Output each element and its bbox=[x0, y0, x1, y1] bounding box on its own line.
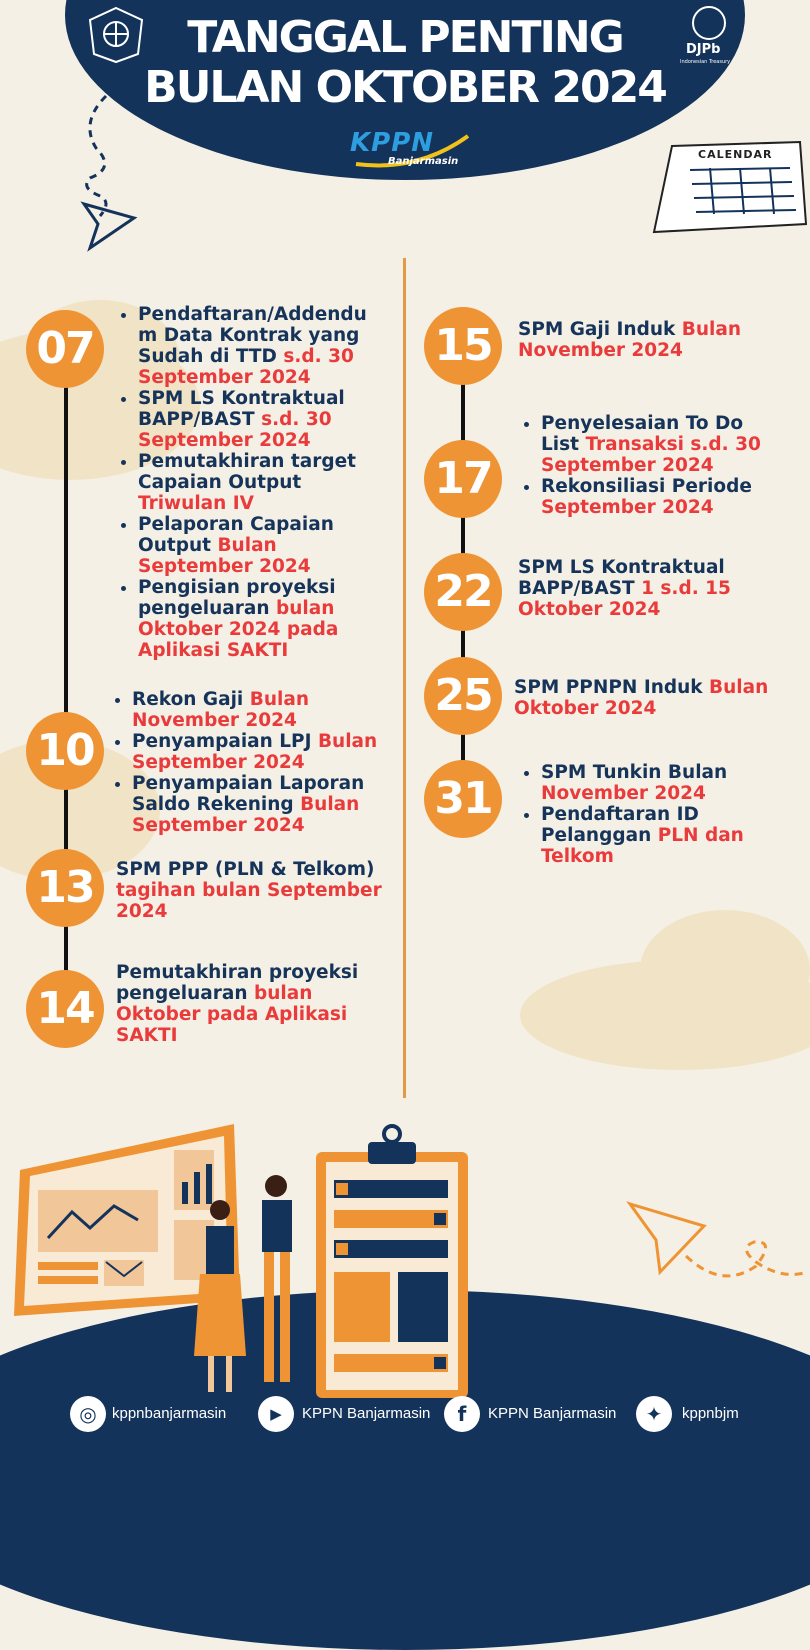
list-item: • Pendaftaran ID Pelanggan PLN dan Telkom bbox=[541, 804, 779, 867]
djpb-logo-text: DJPb bbox=[686, 42, 721, 57]
list-item: • Penyampaian Laporan Saldo Rekening Bulan September 2024 bbox=[132, 773, 394, 836]
date-circle-07: 07 bbox=[26, 310, 104, 388]
list-item: • Rekonsiliasi Periode September 2024 bbox=[541, 476, 779, 518]
page-title-line2: BULAN OKTOBER 2024 bbox=[144, 62, 666, 113]
calendar-icon bbox=[650, 128, 810, 244]
list-item: • SPM Tunkin Bulan November 2024 bbox=[541, 762, 779, 804]
date-10-items bbox=[110, 689, 394, 836]
date-31-items bbox=[519, 762, 779, 867]
youtube-link[interactable]: KPPN Banjarmasin bbox=[302, 1405, 431, 1422]
date-circle-10: 10 bbox=[26, 712, 104, 790]
list-item: • Rekon Gaji Bulan November 2024 bbox=[132, 689, 394, 731]
cloud-right-2 bbox=[640, 910, 810, 1030]
list-item: • Pengisian proyeksi pengeluaran bulan Oktober 2024 pada Aplikasi SAKTI bbox=[138, 577, 386, 661]
kppn-logo bbox=[348, 128, 478, 172]
date-15-text: SPM Gaji Induk Bulan November 2024 bbox=[518, 319, 742, 361]
twitter-link[interactable]: kppnbjm bbox=[682, 1405, 739, 1422]
list-item: • Pemutakhiran target Capaian Output Triwulan IV bbox=[138, 451, 386, 514]
date-25-text: SPM PPNPN Induk Bulan Oktober 2024 bbox=[514, 677, 769, 719]
paper-plane-icon bbox=[76, 92, 146, 252]
date-13-text: SPM PPP (PLN & Telkom) tagihan bulan September 2024 bbox=[116, 859, 382, 922]
instagram-link[interactable]: kppnbanjarmasin bbox=[112, 1405, 227, 1422]
youtube-icon[interactable]: ▶ bbox=[258, 1396, 294, 1432]
center-divider bbox=[403, 258, 406, 1098]
kppn-logo-sub: Banjarmasin bbox=[388, 156, 459, 167]
people-illustration bbox=[190, 1170, 320, 1400]
instagram-icon[interactable]: ◎ bbox=[70, 1396, 106, 1432]
clipboard-illustration bbox=[312, 1122, 472, 1400]
paper-plane-right-icon bbox=[626, 1200, 810, 1290]
twitter-icon[interactable]: ✦ bbox=[636, 1396, 672, 1432]
djpb-logo-icon bbox=[692, 6, 726, 40]
date-circle-14: 14 bbox=[26, 970, 104, 1048]
date-17-items bbox=[519, 413, 779, 518]
date-circle-22: 22 bbox=[424, 553, 502, 631]
list-item: • Pelaporan Capaian Output Bulan September 2024 bbox=[138, 514, 386, 577]
list-item: • Pendaftaran/Addendu m Data Kontrak yang Sudah di TTD s.d. 30 September 2024 bbox=[138, 304, 386, 388]
date-07-items bbox=[116, 304, 386, 661]
facebook-icon[interactable]: f bbox=[444, 1396, 480, 1432]
djpb-logo bbox=[676, 6, 740, 68]
kppn-logo-text: KPPN bbox=[350, 128, 435, 158]
date-22-text: SPM LS Kontraktual BAPP/BAST 1 s.d. 15 Oktober 2024 bbox=[518, 557, 731, 620]
page-title-line1: TANGGAL PENTING bbox=[187, 12, 623, 63]
date-circle-31: 31 bbox=[424, 760, 502, 838]
list-item: • SPM LS Kontraktual BAPP/BAST s.d. 30 September 2024 bbox=[138, 388, 386, 451]
date-14-text: Pemutakhiran proyeksi pengeluaran bulan Oktober pada Aplikasi SAKTI bbox=[116, 962, 359, 1046]
djpb-logo-sub: Indonesian Treasury bbox=[680, 59, 731, 65]
date-circle-13: 13 bbox=[26, 849, 104, 927]
facebook-link[interactable]: KPPN Banjarmasin bbox=[488, 1405, 617, 1422]
date-circle-15: 15 bbox=[424, 307, 502, 385]
calendar-label: CALENDAR bbox=[698, 148, 773, 161]
date-circle-25: 25 bbox=[424, 657, 502, 735]
date-circle-17: 17 bbox=[424, 440, 502, 518]
list-item: • Penyelesaian To Do List Transaksi s.d. 30 September 2024 bbox=[541, 413, 779, 476]
list-item: • Penyampaian LPJ Bulan September 2024 bbox=[132, 731, 394, 773]
